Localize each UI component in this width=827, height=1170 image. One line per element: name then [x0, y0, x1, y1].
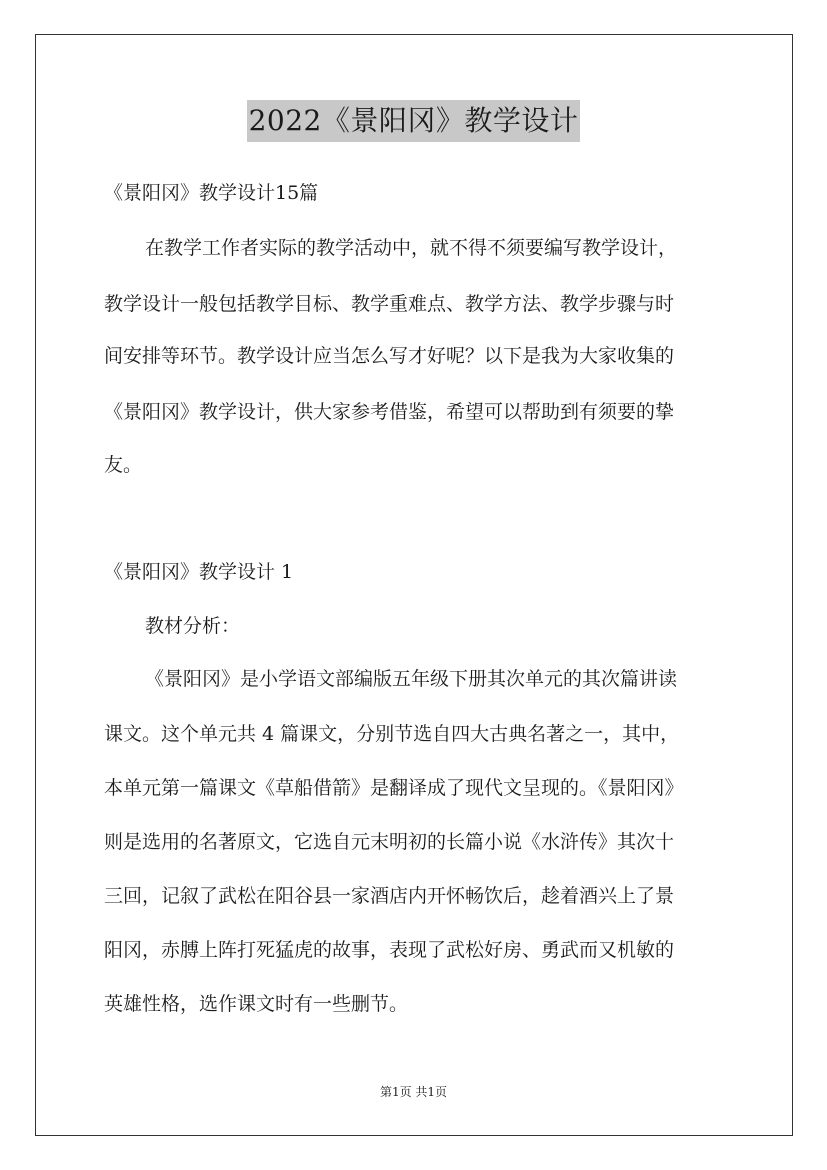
intro-line: 教学设计一般包括教学目标、教学重难点、教学方法、教学步骤与时 [104, 293, 675, 315]
subsection-heading: 教材分析： [145, 615, 241, 637]
subtitle: 《景阳冈》教学设计15篇 [104, 182, 319, 204]
body-line: 三回，记叙了武松在阳谷县一家酒店内开怀畅饮后，趁着酒兴上了景 [104, 885, 675, 907]
body-line: 阳冈，赤膊上阵打死猛虎的故事，表现了武松好房、勇武而又机敏的 [104, 939, 675, 961]
intro-line: 在教学工作者实际的教学活动中，就不得不须要编写教学设计， [145, 237, 678, 259]
section-heading: 《景阳冈》教学设计 1 [104, 561, 294, 583]
title-container [0, 100, 827, 142]
document-title: 2022《景阳冈》教学设计 [247, 100, 581, 142]
intro-line: 友。 [104, 454, 143, 476]
intro-line: 《景阳冈》教学设计，供大家参考借鉴，希望可以帮助到有须要的挚 [104, 401, 675, 423]
page-footer: 第1页 共1页 [379, 1085, 448, 1099]
body-line: 则是选用的名著原文，它选自元末明初的长篇小说《水浒传》其次十 [104, 831, 675, 853]
body-line: 本单元第一篇课文《草船借箭》是翻译成了现代文呈现的。《景阳冈》 [104, 777, 684, 799]
body-line: 《景阳冈》是小学语文部编版五年级下册其次单元的其次篇讲读 [145, 668, 678, 690]
body-line: 英雄性格，选作课文时有一些删节。 [104, 993, 409, 1015]
body-line: 课文。这个单元共 4 篇课文，分别节选自四大古典名著之一，其中， [104, 723, 680, 745]
intro-line: 间安排等环节。教学设计应当怎么写才好呢？以下是我为大家收集的 [104, 345, 675, 367]
